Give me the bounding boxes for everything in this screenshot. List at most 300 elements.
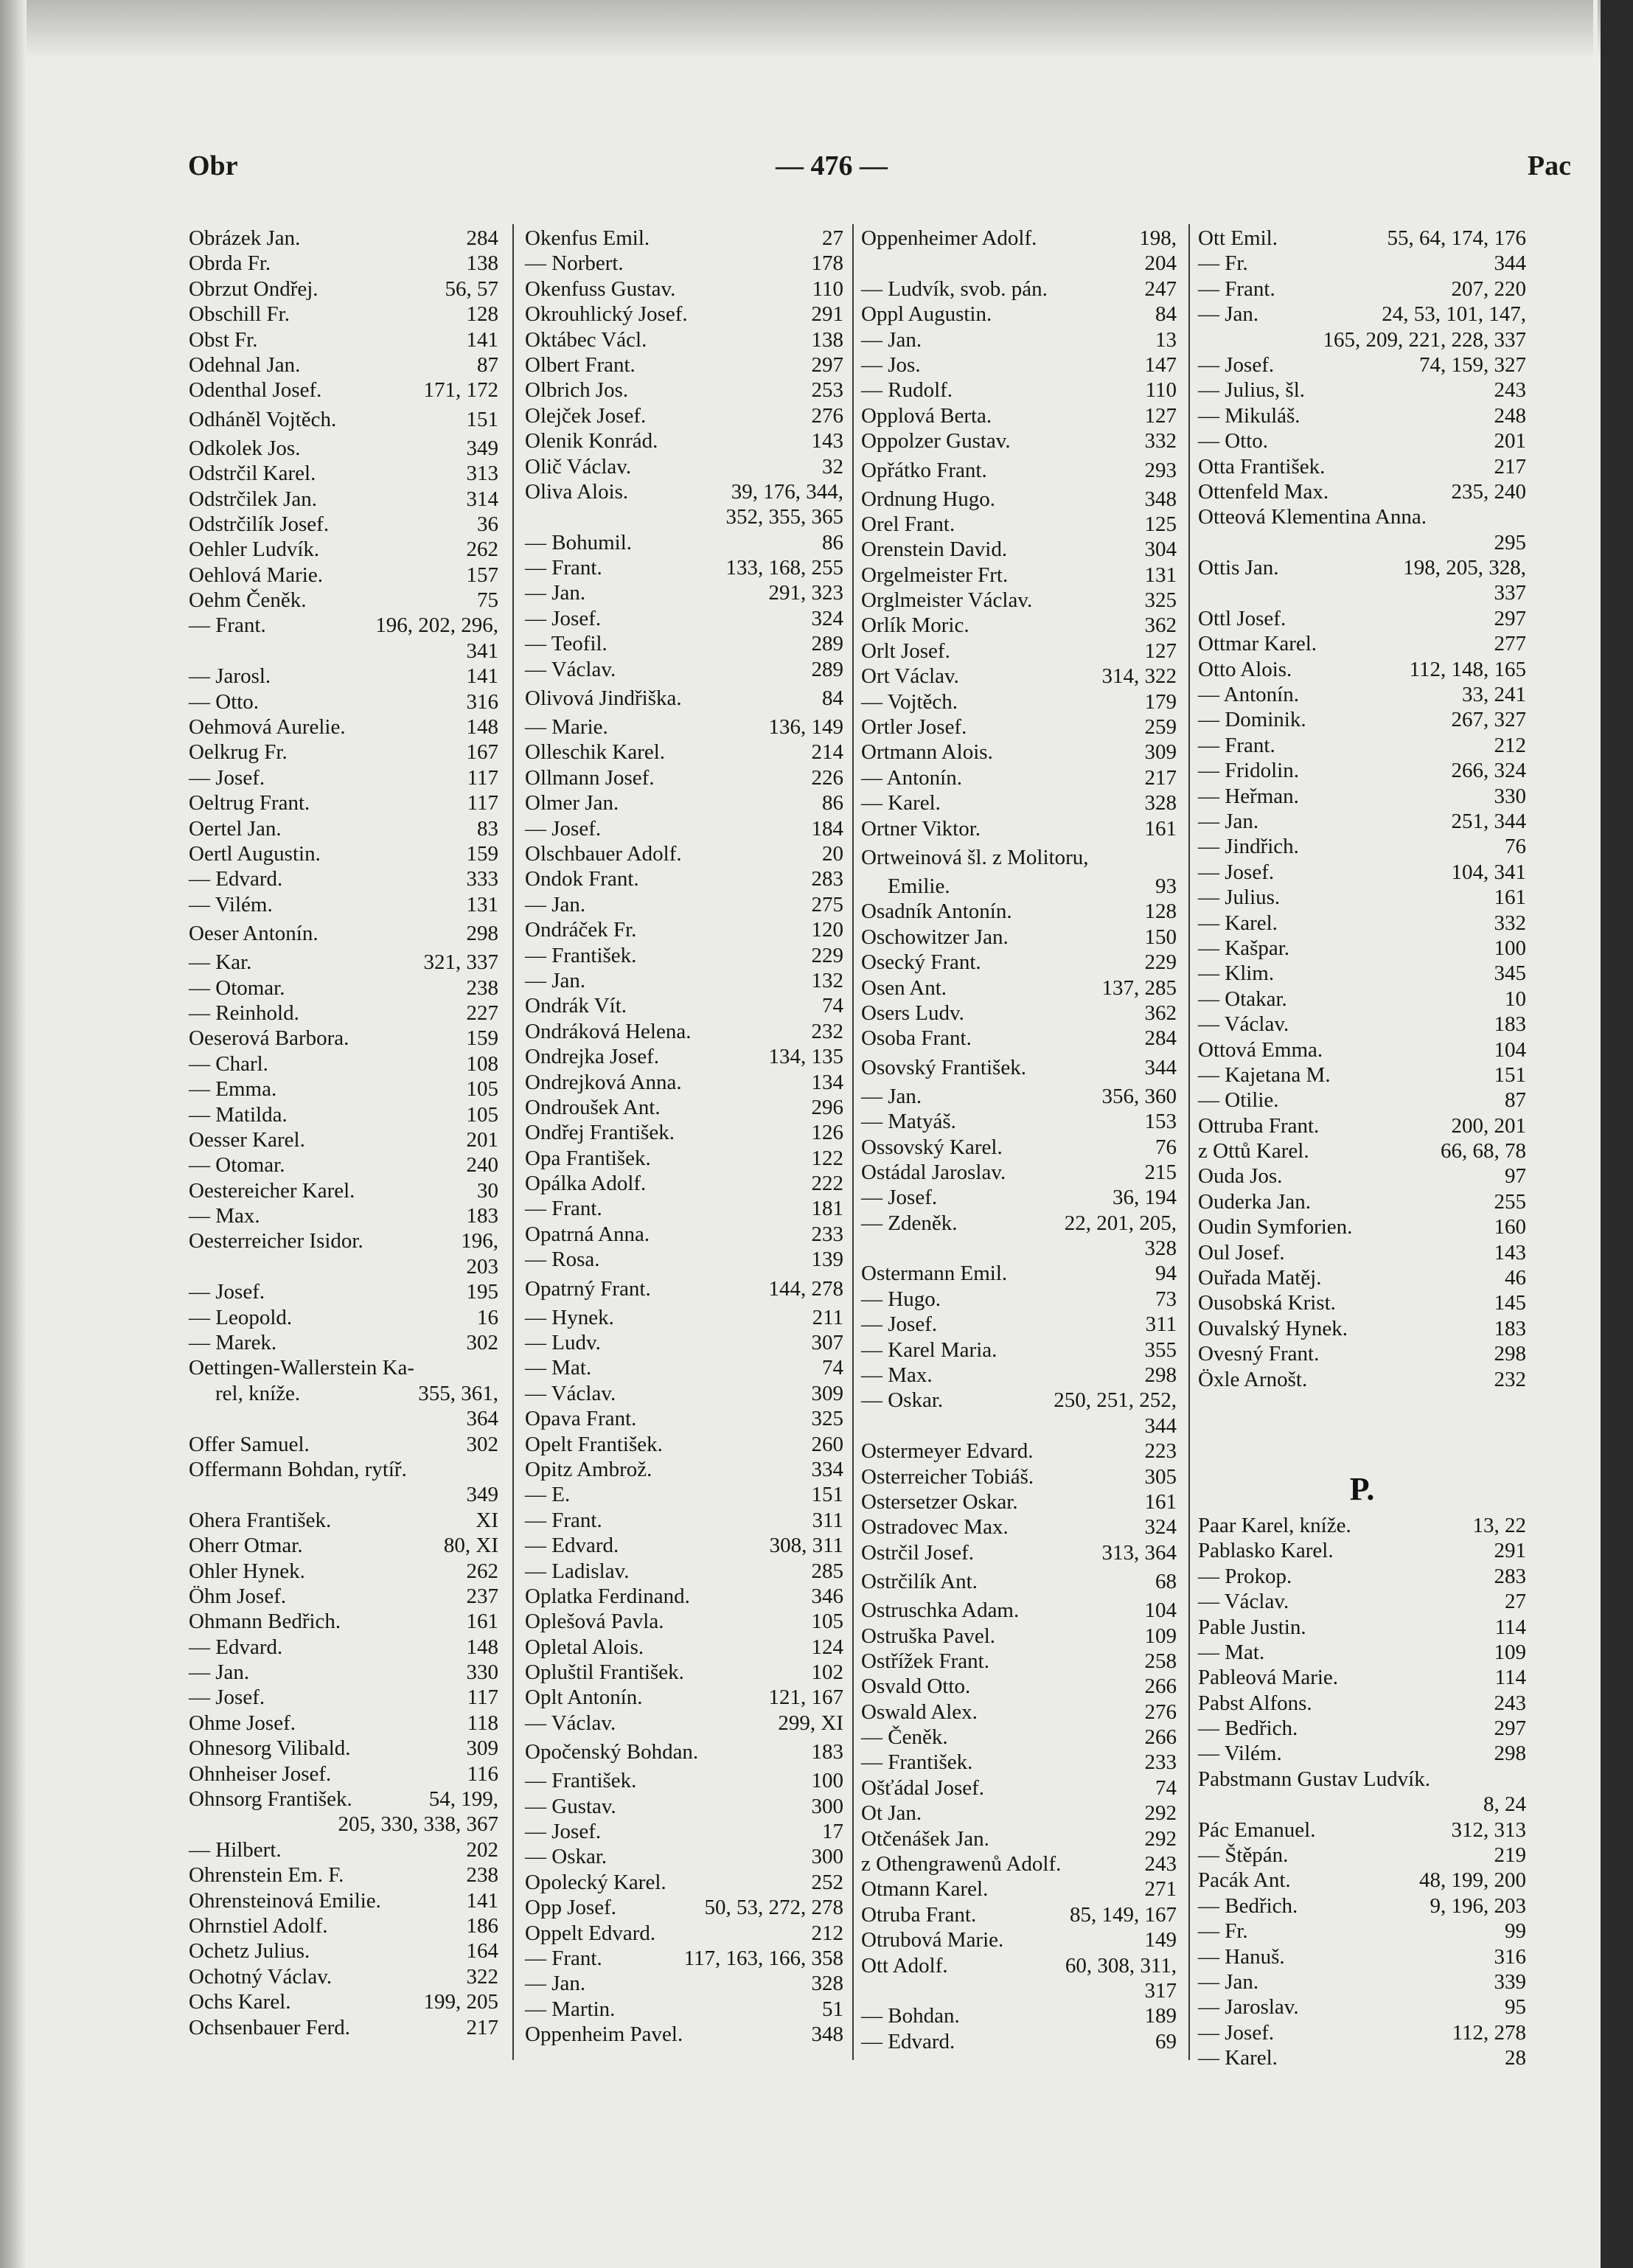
entry-pages: 284	[466, 226, 498, 250]
index-entry	[525, 1870, 843, 1895]
entry-pages: 313	[466, 462, 498, 486]
entry-name: — Edvard.	[189, 867, 283, 891]
index-entry	[525, 226, 843, 251]
entry-pages: 355	[1144, 1338, 1177, 1362]
entry-name: Ostermann Emil.	[861, 1262, 1008, 1286]
entry-name: — Martin.	[525, 1997, 616, 2021]
entry-name: Ottenfeld Max.	[1198, 479, 1329, 504]
index-entry	[525, 1044, 843, 1069]
entry-name: Otruba Frant.	[861, 1902, 977, 1927]
index-entry	[861, 841, 1177, 874]
index-entry	[861, 1649, 1177, 1674]
entry-name: Opálka Adolf.	[525, 1172, 647, 1196]
entry-pages: 312, 313	[1451, 1817, 1526, 1842]
entry-name: Orlt Josef.	[861, 639, 950, 663]
index-entry	[189, 765, 498, 790]
entry-name: Orenstein David.	[861, 538, 1008, 562]
entry-name: — Reinhold.	[189, 1001, 299, 1025]
entry-pages: 198,	[1139, 226, 1177, 250]
index-entry	[525, 251, 843, 276]
index-entry	[1198, 504, 1526, 529]
entry-name: Öhm Josef.	[189, 1584, 287, 1608]
entry-pages: 161	[1494, 886, 1526, 910]
index-entry	[525, 1222, 843, 1247]
index-entry	[861, 1388, 1177, 1413]
entry-pages: 112, 278	[1452, 2020, 1526, 2045]
entry-name: — Hynek.	[525, 1305, 614, 1329]
index-entry	[1198, 352, 1526, 378]
entry-name: — Jan.	[861, 1084, 922, 1108]
entry-name: — Leopold.	[189, 1305, 293, 1329]
entry-pages: 305	[1144, 1464, 1177, 1489]
entry-name: Opitz Ambrož.	[525, 1457, 652, 1481]
entry-pages: 348	[1144, 487, 1177, 511]
entry-name: — Matyáš.	[861, 1110, 956, 1134]
entry-pages: 262	[466, 538, 498, 562]
index-entry	[1198, 987, 1526, 1012]
index-entry	[1198, 1513, 1526, 1538]
entry-name: Offer Samuel.	[189, 1432, 310, 1456]
index-entry	[189, 512, 498, 537]
index-entry	[861, 664, 1177, 689]
index-entry	[1198, 1564, 1526, 1589]
entry-name: — Kajetana M.	[1198, 1062, 1331, 1087]
index-column-1	[189, 226, 498, 2040]
index-entry	[1198, 1716, 1526, 1741]
index-entry	[861, 1565, 1177, 1598]
entry-pages: 251, 344	[1451, 809, 1526, 833]
index-entry	[189, 1989, 498, 2014]
entry-pages: 151	[811, 1483, 843, 1507]
entry-pages: 240	[466, 1153, 498, 1178]
entry-name: Ouderka Jan.	[1198, 1189, 1312, 1214]
index-entry	[525, 1794, 843, 1819]
index-entry	[1198, 1868, 1526, 1893]
index-entry	[525, 2022, 843, 2047]
entry-pages: 262	[466, 1559, 498, 1583]
index-entry	[861, 1439, 1177, 1464]
index-entry	[861, 1801, 1177, 1826]
entry-pages: 258	[1144, 1649, 1177, 1673]
index-entry	[861, 378, 1177, 403]
entry-name: — Václav.	[525, 1381, 616, 1405]
entry-pages: 179	[1144, 689, 1177, 714]
entry-continuation: 349	[466, 1483, 498, 1507]
entry-pages: 73	[1155, 1287, 1177, 1311]
index-entry	[861, 1084, 1177, 1109]
entry-pages: 114	[1494, 1666, 1526, 1690]
index-entry	[861, 276, 1177, 302]
entry-pages: 229	[811, 943, 843, 967]
index-entry	[1198, 1163, 1526, 1189]
index-entry	[861, 975, 1177, 1001]
index-entry	[861, 1338, 1177, 1363]
entry-name: Ostrčilík Ant.	[861, 1570, 978, 1594]
index-entry	[1198, 1843, 1526, 1868]
index-entry	[1198, 784, 1526, 809]
index-entry	[861, 487, 1177, 512]
entry-pages: 259	[1144, 715, 1177, 740]
entry-name: — Štěpán.	[1198, 1843, 1289, 1868]
entry-name: Öxle Arnošt.	[1198, 1367, 1308, 1391]
entry-name: — Josef.	[1198, 860, 1275, 884]
index-entry	[1198, 251, 1526, 276]
entry-name: Oelkrug Fr.	[189, 740, 288, 765]
entry-pages: 74, 159, 327	[1419, 352, 1526, 377]
entry-pages: 16	[477, 1305, 498, 1329]
entry-pages: 250, 251, 252,	[1054, 1388, 1177, 1413]
entry-name: — Heřman.	[1198, 784, 1299, 808]
entry-pages: 151	[466, 407, 498, 431]
entry-pages: 141	[466, 664, 498, 689]
entry-name: — Antonín.	[861, 765, 962, 790]
entry-pages: 252	[811, 1870, 843, 1894]
entry-name: Obst Fr.	[189, 327, 258, 352]
entry-pages: 68	[1155, 1570, 1177, 1594]
entry-pages: 84	[1155, 302, 1177, 327]
entry-name: Otčenášek Jan.	[861, 1826, 989, 1851]
entry-pages: 84	[822, 686, 843, 711]
entry-pages: 334	[811, 1457, 843, 1481]
entry-pages: 32	[822, 454, 843, 479]
index-entry	[525, 1768, 843, 1793]
index-entry	[861, 226, 1177, 251]
entry-continuation: 364	[466, 1407, 498, 1431]
entry-name: — Josef.	[525, 816, 602, 841]
index-entry	[1198, 2020, 1526, 2045]
entry-pages: 291	[811, 302, 843, 327]
entry-name: Ochsenbauer Ferd.	[189, 2015, 351, 2039]
entry-name: Olivová Jindřiška.	[525, 686, 682, 711]
entry-name: — Rosa.	[525, 1248, 600, 1272]
entry-pages: 137, 285	[1101, 975, 1177, 1000]
entry-pages: 104	[1494, 1037, 1526, 1062]
entry-continuation: 352, 355, 365	[725, 505, 843, 529]
entry-name: Ostersetzer Oskar.	[861, 1489, 1018, 1514]
entry-name: Oplatka Ferdinand.	[525, 1584, 690, 1608]
entry-pages: 138	[466, 251, 498, 276]
entry-continuation: 205, 330, 338, 367	[338, 1812, 498, 1837]
entry-name: — Prokop.	[1198, 1564, 1292, 1588]
index-entry	[861, 1287, 1177, 1312]
entry-pages: 69	[1155, 2029, 1177, 2053]
index-entry	[861, 1211, 1177, 1236]
entry-name: — Oskar.	[525, 1845, 607, 1869]
entry-pages: 298	[1494, 1742, 1526, 1766]
entry-pages: 328	[811, 1972, 843, 1996]
entry-name: Olenik Konrád.	[525, 429, 658, 453]
entry-name: — Edvard.	[189, 1635, 283, 1659]
entry-name: Odstrčilek Jan.	[189, 487, 317, 511]
entry-pages: 28	[1505, 2046, 1526, 2070]
entry-name: Okenfuss Gustav.	[525, 276, 676, 301]
entry-pages: 94	[1155, 1262, 1177, 1286]
entry-name: — Kar.	[189, 950, 252, 975]
entry-pages: 160	[1494, 1215, 1526, 1239]
entry-pages: 136, 149	[768, 715, 843, 740]
entry-pages: 332	[1494, 911, 1526, 935]
index-entry	[189, 950, 498, 975]
index-entry	[189, 1635, 498, 1660]
index-entry	[189, 1001, 498, 1026]
entry-pages: 243	[1494, 1691, 1526, 1715]
entry-name: Orglmeister Václav.	[861, 588, 1033, 613]
entry-name: — Emma.	[189, 1077, 277, 1102]
entry-pages: 314	[466, 487, 498, 511]
index-entry	[189, 461, 498, 486]
index-entry	[525, 1997, 843, 2022]
index-entry	[861, 950, 1177, 975]
entry-name: Okenfus Emil.	[525, 226, 650, 250]
entry-name: Ostádal Jaroslav.	[861, 1160, 1006, 1184]
index-entry	[1198, 1665, 1526, 1690]
entry-name: Olbrich Jos.	[525, 378, 629, 403]
entry-pages: 195	[466, 1280, 498, 1304]
entry-name: — Otilie.	[1198, 1088, 1279, 1113]
entry-name: — Otakar.	[1198, 987, 1287, 1011]
index-entry	[525, 1146, 843, 1171]
entry-pages: 328	[1144, 791, 1177, 815]
index-entry	[1198, 1589, 1526, 1614]
entry-pages: 149	[1144, 1928, 1177, 1952]
entry-pages: 151	[1494, 1062, 1526, 1087]
index-entry	[1198, 428, 1526, 453]
entry-pages: 145	[1494, 1291, 1526, 1315]
entry-pages: 171, 172	[423, 378, 498, 403]
entry-name: — Marie.	[525, 715, 608, 740]
entry-name: — Oskar.	[861, 1388, 944, 1413]
entry-name: Oesser Karel.	[189, 1127, 305, 1152]
entry-name: Ostřížek Frant.	[861, 1649, 989, 1673]
entry-pages: 201	[466, 1127, 498, 1152]
entry-name: Olejček Josef.	[525, 403, 647, 428]
index-entry	[189, 487, 498, 512]
entry-pages: 36	[477, 512, 498, 536]
index-entry	[1198, 1265, 1526, 1290]
index-entry	[189, 1102, 498, 1127]
entry-pages: 212	[1494, 733, 1526, 757]
entry-name: — Edvard.	[861, 2029, 955, 2053]
entry-name: — Bohumil.	[525, 530, 633, 554]
entry-pages: 110	[812, 276, 843, 301]
index-entry	[525, 841, 843, 866]
entry-name: Ondroušek Ant.	[525, 1095, 661, 1119]
entry-pages: 243	[1144, 1852, 1177, 1876]
entry-pages: 186	[466, 1914, 498, 1938]
entry-name: z Ottů Karel.	[1198, 1139, 1309, 1163]
entry-name: Obrázek Jan.	[189, 226, 301, 250]
index-entry	[525, 1971, 843, 1996]
entry-name: Ottmar Karel.	[1198, 632, 1317, 656]
index-entry	[525, 1508, 843, 1533]
entry-name: — Marek.	[189, 1331, 277, 1355]
entry-name: Offermann Bohdan, rytíř.	[189, 1457, 407, 1481]
entry-name: Osoba Frant.	[861, 1026, 972, 1051]
index-entry	[861, 1725, 1177, 1750]
entry-pages: 211	[812, 1305, 843, 1329]
index-entry	[861, 1598, 1177, 1623]
entry-pages: 266, 324	[1451, 759, 1526, 783]
index-entry	[861, 1826, 1177, 1851]
index-entry	[861, 925, 1177, 950]
entry-name: — Jan.	[525, 968, 586, 992]
index-entry	[525, 1533, 843, 1558]
index-entry	[189, 1355, 498, 1380]
entry-name: — Josef.	[1198, 2020, 1275, 2045]
entry-pages: 86	[822, 530, 843, 554]
entry-pages: 302	[466, 1432, 498, 1456]
entry-name: — Frant.	[525, 1947, 602, 1970]
index-entry	[525, 1819, 843, 1844]
entry-name: Oeserová Barbora.	[189, 1026, 349, 1051]
entry-name: — Václav.	[1198, 1590, 1289, 1614]
index-entry	[861, 1051, 1177, 1084]
index-entry	[525, 1660, 843, 1685]
index-entry	[525, 1247, 843, 1272]
index-entry	[861, 816, 1177, 841]
entry-pages: 309	[466, 1736, 498, 1761]
entry-name: — Karel Maria.	[861, 1338, 997, 1362]
entry-pages: 10	[1505, 987, 1526, 1011]
scan-edge-left	[0, 0, 27, 2268]
index-entry	[861, 403, 1177, 428]
index-entry	[861, 537, 1177, 562]
entry-pages: 75	[477, 588, 498, 613]
index-entry	[189, 403, 498, 436]
entry-pages: 284	[1144, 1026, 1177, 1051]
index-entry	[861, 1312, 1177, 1337]
entry-name: — Jan.	[1198, 1970, 1259, 1994]
entry-pages: 300	[811, 1845, 843, 1869]
entry-name: — Hanuš.	[1198, 1944, 1285, 1969]
index-entry	[525, 1273, 843, 1305]
index-entry	[861, 1624, 1177, 1649]
index-entry	[525, 1559, 843, 1584]
entry-pages: 161	[466, 1610, 498, 1634]
entry-name: Pablasko Karel.	[1198, 1539, 1334, 1563]
entry-pages: 291, 323	[768, 581, 843, 605]
index-entry	[189, 1279, 498, 1304]
entry-pages: 83	[477, 816, 498, 841]
entry-name: Oettingen-Wallerstein Ka-	[189, 1356, 415, 1380]
entry-pages: 233	[811, 1222, 843, 1246]
index-entry	[861, 1775, 1177, 1801]
entry-name: — Julius, šl.	[1198, 378, 1306, 403]
entry-pages: 183	[1494, 1012, 1526, 1037]
entry-name: — Jan.	[861, 327, 922, 352]
entry-name: Oesterreicher Isidor.	[189, 1229, 363, 1253]
index-column-2	[525, 226, 843, 2048]
entry-name: Oswald Alex.	[861, 1700, 978, 1724]
entry-pages: 46	[1505, 1266, 1526, 1290]
entry-pages: 104	[1144, 1599, 1177, 1623]
index-entry	[189, 1127, 498, 1152]
index-entry	[525, 682, 843, 714]
entry-name: Ottl Josef.	[1198, 606, 1286, 630]
index-entry	[1198, 1240, 1526, 1265]
entry-pages: 100	[811, 1769, 843, 1793]
entry-pages: 97	[1505, 1164, 1526, 1189]
index-entry	[861, 689, 1177, 714]
entry-name: — Frant.	[189, 613, 266, 638]
index-entry	[525, 302, 843, 327]
entry-name: Ondrejková Anna.	[525, 1070, 682, 1094]
entry-name: — Hilbert.	[189, 1837, 282, 1862]
index-entry	[525, 1457, 843, 1482]
entry-name: Opočenský Bohdan.	[525, 1740, 699, 1764]
entry-pages: 66, 68, 78	[1441, 1139, 1526, 1163]
entry-pages: 128	[1144, 900, 1177, 924]
section-letter: P.	[1349, 1470, 1375, 1507]
index-entry	[861, 1109, 1177, 1134]
entry-name: Ondráček Fr.	[525, 918, 637, 942]
entry-name: Oeser Antonín.	[189, 922, 318, 946]
index-entry	[861, 1026, 1177, 1051]
entry-pages: 100	[1494, 936, 1526, 960]
index-entry	[525, 1305, 843, 1330]
entry-pages: 309	[1144, 740, 1177, 765]
index-entry	[1198, 809, 1526, 834]
entry-name: — Frant.	[525, 556, 602, 580]
index-entry	[189, 816, 498, 841]
index-entry	[525, 1921, 843, 1946]
entry-pages: 292	[1144, 1826, 1177, 1851]
index-entry	[189, 740, 498, 765]
entry-pages: 316	[1494, 1944, 1526, 1969]
index-entry	[189, 226, 498, 251]
index-entry	[525, 1355, 843, 1380]
index-entry	[1198, 1214, 1526, 1239]
index-entry	[1198, 1316, 1526, 1341]
index-entry	[525, 1736, 843, 1768]
entry-name: — Jan.	[525, 892, 586, 916]
entry-name: Ouřada Matěj.	[1198, 1266, 1322, 1290]
entry-continuation: 204	[1144, 251, 1177, 276]
entry-name: Opelt František.	[525, 1432, 663, 1456]
entry-name: Ondrejka Josef.	[525, 1045, 660, 1069]
index-column-4-o	[1198, 226, 1526, 1392]
entry-pages: 147	[1144, 352, 1177, 377]
entry-pages: 316	[466, 689, 498, 714]
entry-name: — Gustav.	[525, 1794, 616, 1818]
index-entry	[189, 1787, 498, 1812]
entry-pages: 161	[1144, 816, 1177, 841]
index-entry	[1198, 276, 1526, 302]
entry-pages: 333	[466, 867, 498, 891]
entry-pages: 143	[1494, 1240, 1526, 1265]
index-entry	[525, 1196, 843, 1221]
entry-pages: 330	[466, 1660, 498, 1685]
index-entry	[1198, 2045, 1526, 2070]
entry-pages: 227	[466, 1001, 498, 1025]
entry-name: — Edvard.	[525, 1534, 619, 1558]
entry-continuation: 344	[1144, 1413, 1177, 1438]
index-entry	[1198, 1367, 1526, 1392]
index-entry	[189, 1051, 498, 1076]
entry-name: Ohrenstein Em. F.	[189, 1863, 344, 1888]
index-entry	[189, 1862, 498, 1888]
entry-pages: 118	[467, 1711, 498, 1735]
index-entry	[861, 1001, 1177, 1026]
entry-name: — Charl.	[189, 1051, 268, 1076]
index-entry	[525, 606, 843, 631]
entry-pages: 232	[811, 1019, 843, 1043]
entry-name: Oehler Ludvík.	[189, 538, 320, 562]
entry-name: Oertel Jan.	[189, 816, 282, 841]
entry-name: — Klim.	[1198, 961, 1275, 986]
index-entry	[525, 631, 843, 656]
entry-name: — Jaroslav.	[1198, 1995, 1299, 2020]
